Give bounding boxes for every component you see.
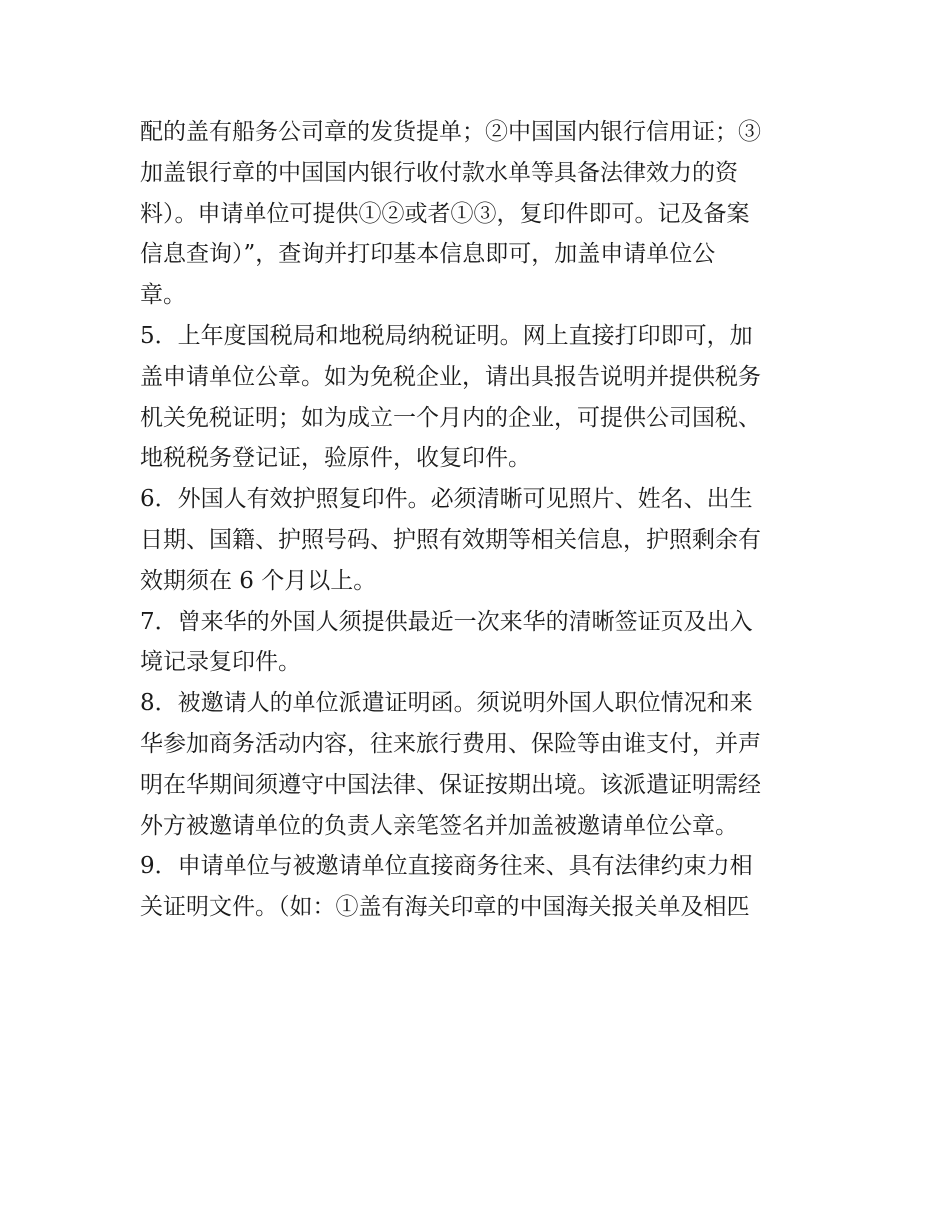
text-line: 机关免税证明；如为成立一个月内的企业，可提供公司国税、 <box>140 404 761 431</box>
list-item-5: 5．上年度国税局和地税局纳税证明。网上直接打印即可，加 <box>140 322 753 349</box>
text-line: 华参加商务活动内容，往来旅行费用、保险等由谁支付，并声 <box>140 730 761 757</box>
text-line: 盖申请单位公章。如为免税企业，请出具报告说明并提供税务 <box>140 363 761 390</box>
list-item-7: 7．曾来华的外国人须提供最近一次来华的清晰签证页及出入 <box>140 608 753 635</box>
text-line: 章。 <box>140 282 186 309</box>
text-line: 料）。申请单位可提供①②或者①③，复印件即可。记及备案 <box>140 200 750 227</box>
text-line: 配的盖有船务公司章的发货提单；②中国国内银行信用证；③ <box>140 119 761 145</box>
text-line: 加盖银行章的中国国内银行收付款水单等具备法律效力的资 <box>140 159 738 186</box>
list-item-6: 6．外国人有效护照复印件。必须清晰可见照片、姓名、出生 <box>140 486 753 513</box>
list-item-8: 8．被邀请人的单位派遣证明函。须说明外国人职位情况和来 <box>140 690 753 717</box>
list-item-9: 9．申请单位与被邀请单位直接商务往来、具有法律约束力相 <box>140 853 753 880</box>
text-line: 关证明文件。（如：①盖有海关印章的中国海关报关单及相匹 <box>140 894 750 921</box>
text-line: 地税税务登记证，验原件，收复印件。 <box>140 445 531 472</box>
text-line: 境记录复印件。 <box>140 649 301 676</box>
text-line: 日期、国籍、护照号码、护照有效期等相关信息，护照剩余有 <box>140 526 761 553</box>
document-page <box>140 112 820 928</box>
text-line: 效期须在 6 个月以上。 <box>140 567 377 594</box>
text-line: 外方被邀请单位的负责人亲笔签名并加盖被邀请单位公章。 <box>140 812 738 839</box>
text-line: 信息查询）”，查询并打印基本信息即可，加盖申请单位公 <box>140 241 716 268</box>
text-line: 明在华期间须遵守中国法律、保证按期出境。该派遣证明需经 <box>140 771 761 798</box>
